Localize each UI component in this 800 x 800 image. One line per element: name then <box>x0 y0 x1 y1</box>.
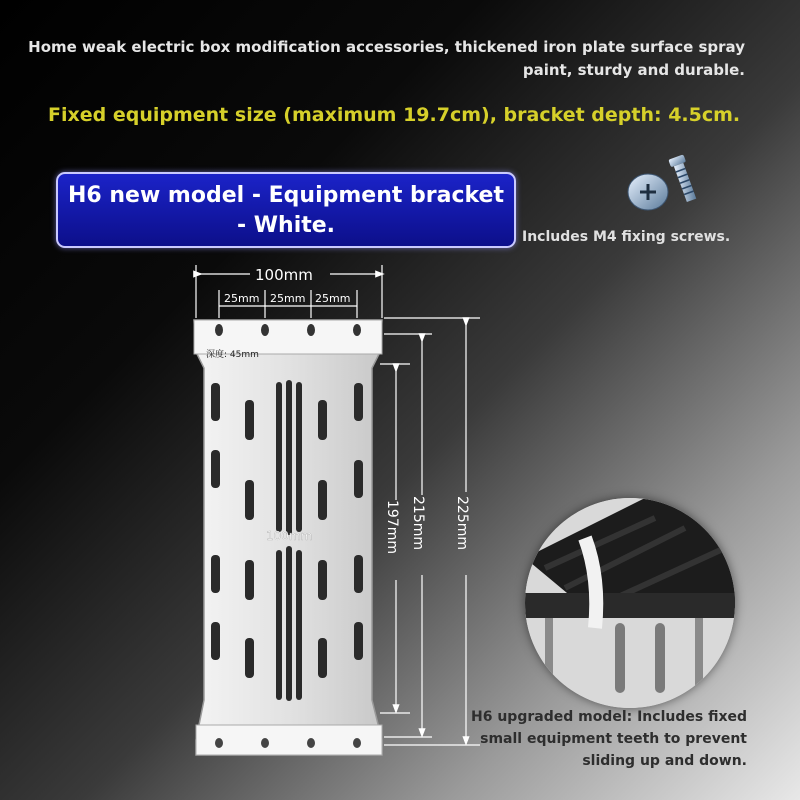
spec-line: Fixed equipment size (maximum 19.7cm), bracket depth: 4.5cm. <box>48 104 741 126</box>
inner-width-label: 100mm <box>266 529 313 543</box>
hole-spacing-3: 25mm <box>315 292 351 305</box>
detail-inset-photo <box>525 498 735 708</box>
upgrade-note: H6 upgraded model: Includes fixed small equipment teeth to prevent sliding up and down. <box>471 709 747 769</box>
screw-note: Includes M4 fixing screws. <box>522 229 731 245</box>
intro-description: Home weak electric box modification accessories, thickened iron plate surface spray paint, sturdy and durable. <box>28 38 745 79</box>
height-mid-label: 215mm <box>410 496 426 550</box>
hole-spacing-2: 25mm <box>270 292 306 305</box>
hole-spacing-1: 25mm <box>224 292 260 305</box>
depth-label: 深度: 45mm <box>206 350 259 360</box>
product-title-line2: - White. <box>236 213 336 238</box>
width-top-label: 100mm <box>255 266 313 284</box>
product-title-line1: H6 new model - Equipment bracket <box>67 183 504 208</box>
height-outer-label: 225mm <box>454 496 470 550</box>
height-inner-label: 197mm <box>384 500 400 554</box>
